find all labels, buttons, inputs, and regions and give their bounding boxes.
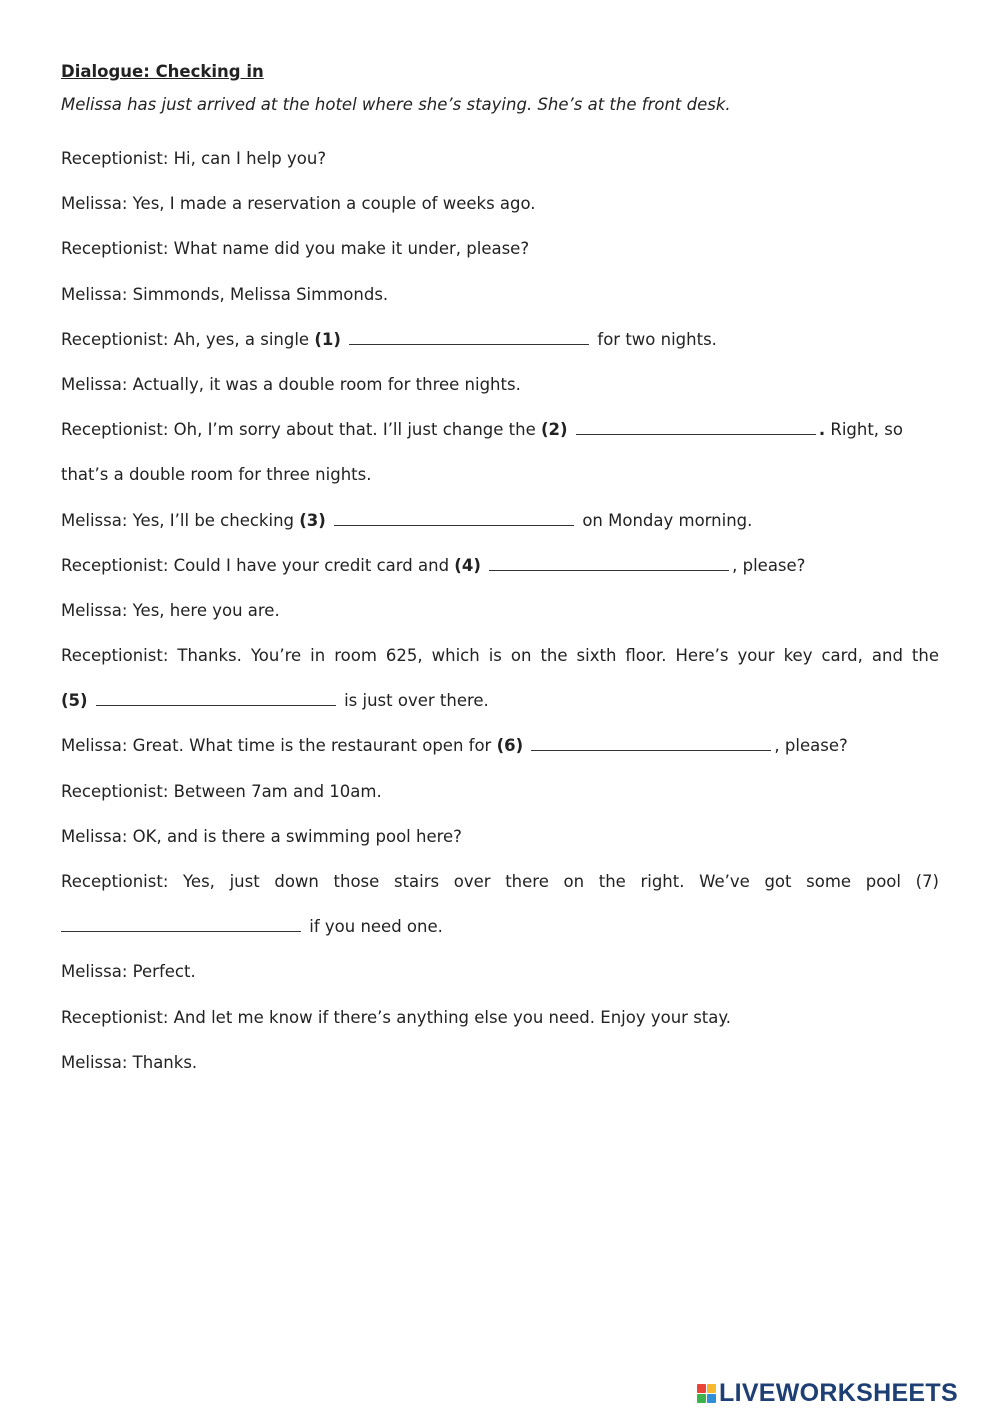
dialogue: [61, 136, 939, 1085]
line-text: for two nights.: [592, 329, 717, 349]
dialogue-line: Melissa: Perfect.: [61, 962, 196, 982]
dialogue-line: [61, 723, 939, 768]
blank-number: (5): [61, 691, 88, 711]
answer-blank-4[interactable]: [489, 556, 729, 571]
line-text: Melissa: Yes, I’ll be checking: [61, 510, 300, 530]
worksheet-page: [61, 58, 939, 1085]
blank-number: (4): [454, 555, 481, 575]
dialogue-line: [61, 317, 939, 362]
dialogue-line: Receptionist: Between 7am and 10am.: [61, 781, 382, 801]
dialogue-line: Receptionist: Thanks. You’re in room 625, which is on the sixth floor. Here’s your key card, and the: [61, 646, 939, 666]
blank-number: (2): [541, 420, 568, 440]
document-title: Dialogue: Checking in: [61, 62, 264, 81]
logo-tile: [707, 1394, 716, 1403]
dialogue-line: [61, 678, 939, 723]
dialogue-line: Receptionist: Hi, can I help you?: [61, 149, 327, 168]
dialogue-line: that’s a double room for three nights.: [61, 465, 372, 485]
answer-blank-7[interactable]: [61, 917, 301, 932]
line-text: Receptionist: Could I have your credit card and: [61, 555, 455, 575]
dialogue-line: Melissa: Yes, here you are.: [61, 600, 280, 620]
blank-number: (6): [496, 736, 524, 756]
dialogue-line: Melissa: Thanks.: [61, 1052, 198, 1072]
dialogue-line: Melissa: Yes, I made a reservation a couple of weeks ago.: [61, 194, 536, 214]
line-text: Melissa: Great. What time is the restaurant open for: [61, 736, 497, 756]
line-text: Receptionist: Ah, yes, a single: [61, 329, 315, 349]
logo-tile: [697, 1384, 706, 1393]
dialogue-line: Receptionist: And let me know if there’s anything else you need. Enjoy your stay.: [61, 1007, 732, 1027]
dialogue-line: Receptionist: What name did you make it under, please?: [61, 239, 530, 259]
answer-blank-1[interactable]: [349, 330, 589, 345]
line-text: Right, so: [825, 420, 903, 440]
dialogue-line: [61, 407, 939, 452]
line-text: , please?: [732, 555, 806, 575]
line-text: is just over there.: [338, 691, 489, 711]
liveworksheets-logo: [697, 1378, 958, 1408]
period: .: [818, 420, 826, 440]
dialogue-line: Receptionist: Yes, just down those stairs over there on the right. We’ve got some pool (7): [61, 872, 939, 891]
intro-text: Melissa has just arrived at the hotel where she’s staying. She’s at the front desk.: [61, 95, 731, 114]
answer-blank-3[interactable]: [334, 511, 574, 526]
logo-tile: [707, 1384, 716, 1393]
blank-number: (3): [299, 510, 326, 530]
dialogue-line: [61, 904, 939, 949]
blank-number: (1): [314, 329, 341, 349]
logo-tile: [697, 1394, 706, 1403]
line-text: , please?: [774, 736, 848, 756]
answer-blank-2[interactable]: [576, 420, 816, 435]
dialogue-line: [61, 498, 939, 543]
dialogue-line: Melissa: OK, and is there a swimming pool here?: [61, 826, 462, 846]
answer-blank-5[interactable]: [96, 691, 336, 706]
dialogue-line: [61, 543, 939, 588]
line-text: Receptionist: Oh, I’m sorry about that. I’ll just change the: [61, 420, 541, 440]
answer-blank-6[interactable]: [531, 736, 771, 751]
dialogue-line: Melissa: Simmonds, Melissa Simmonds.: [61, 284, 389, 304]
dialogue-line: Melissa: Actually, it was a double room for three nights.: [61, 374, 521, 394]
logo-tiles-icon: [697, 1384, 716, 1403]
line-text: on Monday morning.: [577, 510, 753, 530]
logo-text: LIVEWORKSHEETS: [719, 1379, 958, 1407]
line-text: if you need one.: [304, 917, 443, 937]
